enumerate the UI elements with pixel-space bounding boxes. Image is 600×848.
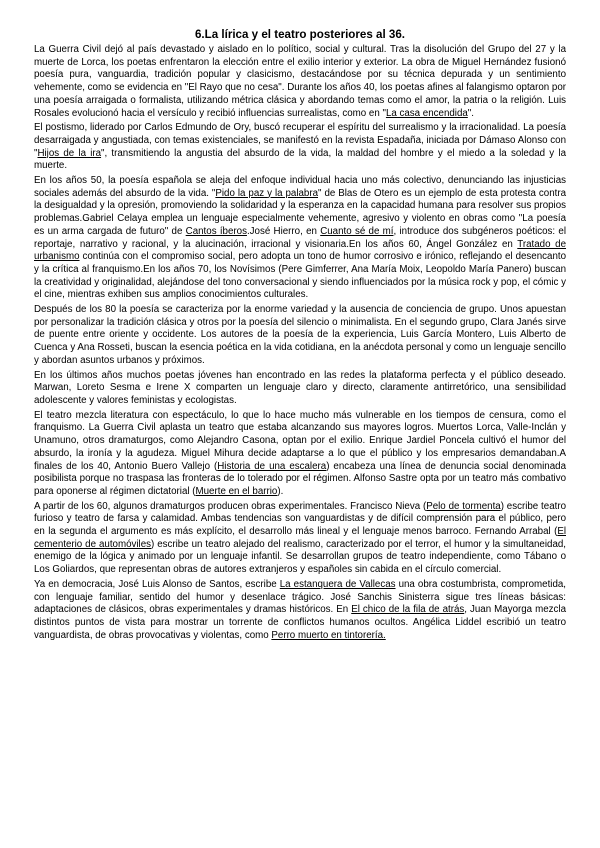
paragraph-text: ). [277, 485, 284, 497]
work-title: El chico de la fila de atrás [351, 604, 465, 616]
paragraph-text: Después de los 80 la poesía se caracteriza por la enorme variedad y la ausencia de conciencia de grupo. Unos apuestan por personalizar la tradición clásica y otros por la poesía del silencio o minimalista. En el segundo grupo, Clara Janés sirve de puente entre oriente y occidente. Los autores de la poesía de la experiencia, Luis García Montero, Luis Alberto de Cuenca y Ana Rosseti, buscan la esencia poética en la vida cotidiana, en la anécdota personal y como un lenguaje sencillo y abordan asuntos urbanos y próximos. [34, 304, 566, 366]
work-title: Tratado de urbanismo [34, 238, 567, 263]
paragraph-text: ". [467, 107, 474, 119]
paragraph-text: " de Blas de Otero es un ejemplo de esta protesta contra la desigualdad y la opresión, promoviendo la solidaridad y la esperanza en la capacidad humana para resolver sus propios problemas.Gabriel Celaya emplea un lenguaje especialmente vehemente, agresivo y violento en obras como "La poesía es un arma cargada de futuro" de [34, 187, 566, 237]
paragraph [34, 370, 566, 408]
paragraph-text: Ya en democracia, José Luis Alonso de Santos, escribe [34, 578, 280, 590]
paragraph-text: , introduce dos subgéneros poéticos: el reportaje, narrativo y racional, y la alucinación, irracional y visionaria.En los años 60, Ángel González en [34, 225, 567, 250]
work-title: El cementerio de automóviles [34, 526, 566, 550]
paragraph [34, 501, 566, 577]
work-title: Cantos íberos [185, 225, 247, 237]
paragraph-text: continúa con el compromiso social, pero adopta un tono de humor corrosivo e irónico, reflejando el desencanto y la crítica al franquismo.En los años 70, los Novísimos (Pere Gimferrer, Ana María Moix, Leopoldo María Panero) buscan la creatividad y originalidad, alejándose del tono conversacional y siendo influenciados por la música rock y pop, el cómic y el cine, mientras exhiben sus amplios conocimientos culturales. [34, 251, 566, 301]
work-title: Pelo de tormenta [426, 500, 501, 512]
work-title: Historia de una escalera [217, 460, 327, 472]
work-title: Muerte en el barrio [195, 485, 278, 497]
work-title: Perro muerto en tintorería. [271, 629, 386, 641]
paragraph [34, 304, 566, 368]
paragraph [34, 410, 566, 499]
work-title: La casa encendida [385, 107, 468, 119]
paragraph-text: El postismo, liderado por Carlos Edmundo de Ory, buscó recuperar el espíritu del surrealismo y la irracionalidad. La poesía desarraigada y angustiada, con temas existenciales, se manifestó en la revista Espadaña, iniciada por Dámaso Alonso con " [34, 122, 566, 159]
document-title: 6.La lírica y el teatro posteriores al 36. [194, 28, 406, 41]
paragraph-text: En los años 50, la poesía española se aleja del enfoque individual hacia uno más colectivo, denunciando las injusticias sociales además del absurdo de la vida. " [34, 175, 566, 199]
paragraph-text: El teatro mezcla literatura con espectáculo, lo que lo hace mucho más vulnerable en los tiempos de censura, como el franquismo. La Guerra Civil aplasta un teatro que estaba alcanzando sus mayores logros. Muertos Lorca, Valle-Inclán y Unamuno, otros dramaturgos, como Alejandro Casona, optan por el exilio. Enrique Jardiel Poncela cultivó el humor del absurdo, la ironía y la agudeza. Miguel Mihura decide adaptarse a lo que el público y los empresarios demandaban.A finales de los 40, Antonio Buero Vallejo ( [34, 409, 566, 472]
paragraph [34, 44, 566, 120]
paragraph-text: ) escribe un teatro alejado del realismo, caracterizado por el terror, el humor y la simultaneidad, enemigo de la lógica y animado por un lenguaje infantil. Se desarrollan grupos de teatro independiente, como Tábano o Los Goliardos, que representan obras de autores extranjeros y españoles sin cabida en el círculo comercial. [34, 538, 566, 576]
paragraph [34, 122, 566, 173]
paragraph-text: una obra costumbrista, comprometida, con lenguaje familiar, sentido del humor y desenlace trágico. José Sanchis Sinisterra sigue tres líneas básicas: adaptaciones de clásicos, obras experimentales y dramas históricos. En [34, 578, 566, 616]
paragraph-text: ) encabeza una línea de denuncia social denominada posibilista porque no traspasa las fronteras de lo tolerado por el régimen. Alfonso Sastre opta por un teatro más combativo para oponerse al régimen dictatorial ( [34, 460, 566, 497]
work-title: Hijos de la ira [37, 147, 102, 159]
paragraph-text: La Guerra Civil dejó al país devastado y aislado en lo político, social y cultural. Tras la disolución del Grupo del 27 y la muerte de Lorca, los poetas enfrentaron la elección entre el exilio interior y exterior. La obra de Miguel Hernández fusionó poesía pura, vanguardia, tradición popular y clasicismo, destacándose por su técnica depurada y un sentimiento vehemente, como se evidencia en "El Rayo que no cesa". Durante los años 40, los poetas afines al falangismo optaron por una poesía arraigada o formalista, utilizando métrica clásica y abordando temas como el amor, la patria o la religión. Luis Rosales evolucionó hacia el versículo y recibió influencias surrealistas, como en " [34, 44, 566, 119]
document-body [34, 44, 566, 642]
work-title: Pido la paz y la palabra [215, 187, 319, 199]
work-title: La estanquera de Vallecas [279, 578, 396, 590]
paragraph [34, 175, 566, 302]
paragraph-text: ) escribe teatro furioso y teatro de farsa y calamidad. Ambas tendencias son vanguardistas y de difícil comprensión para el público, pero en la segunda el argumento es más explícito, el desarrollo más lineal y el lenguaje menos barroco. Fernando Arrabal ( [34, 500, 566, 538]
paragraph-text: En los últimos años muchos poetas jóvenes han encontrado en las redes la plataforma perfecta y el público deseado. Marwan, Loreto Sesma e Irene X comparten un lenguaje claro y directo, claramente antirretórico, una sensibilidad adolescente y valores feministas y ecologistas. [34, 369, 566, 406]
paragraph [34, 579, 566, 643]
work-title: Cuanto sé de mí [320, 225, 394, 237]
paragraph-text: .José Hierro, en [246, 225, 321, 237]
paragraph-text: ", transmitiendo la angustia del absurdo de la vida, la maldad del hombre y el miedo a la soledad y la muerte. [34, 147, 566, 172]
paragraph-text: A partir de los 60, algunos dramaturgos producen obras experimentales. Francisco Nieva ( [34, 500, 427, 512]
paragraph-text: , Juan Mayorga mezcla distintos puntos de vista para mostrar un torrente de conflictos humanos ocultos. Angélica Liddel escribió un teatro vanguardista, de obras provocativas y violentas, como [34, 604, 567, 641]
